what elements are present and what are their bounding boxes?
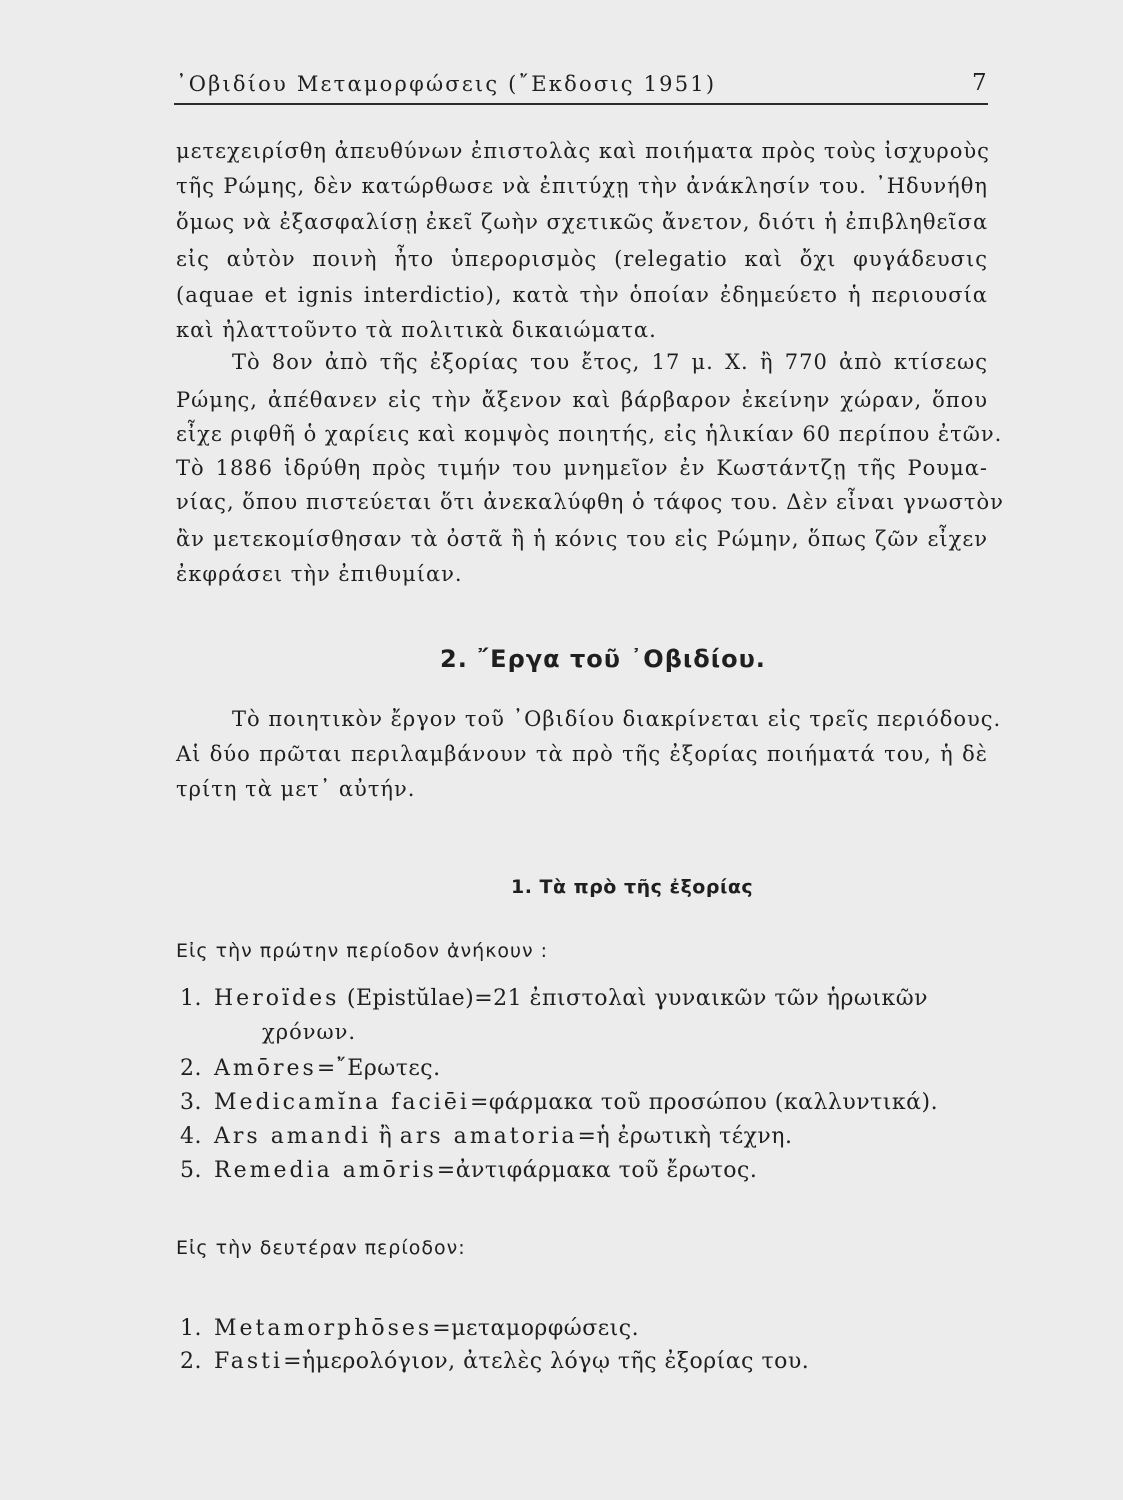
- work-title: Remedia amōris: [214, 1158, 437, 1183]
- paragraph-3-line: Αἱ δύο πρῶται περιλαμβάνουν τὰ πρὸ τῆς ἐξορίας ποιήματά του, ἡ δὲ: [176, 742, 988, 766]
- work-description: (Epistŭlae)=21 ἐπιστολαὶ γυναικῶν τῶν ἡρωικῶν: [339, 986, 929, 1011]
- list-item: [180, 1349, 809, 1374]
- paragraph-2-line: ἐκφράσει τὴν ἐπιθυμίαν.: [176, 562, 463, 586]
- list-item-continuation: χρόνων.: [262, 1020, 357, 1044]
- list-item-number: 1.: [180, 986, 202, 1011]
- list-item: [180, 1056, 441, 1081]
- paragraph-3-line: Τὸ ποιητικὸν ἔργον τοῦ ᾿Οβιδίου διακρίνεται εἰς τρεῖς περιόδους.: [232, 707, 1002, 731]
- list-item-number: 2.: [180, 1056, 202, 1081]
- work-description: =ἡ ἐρωτικὴ τέχνη.: [577, 1124, 793, 1149]
- page-number: 7: [972, 70, 987, 96]
- first-period-intro: Εἰς τὴν πρώτην περίοδον ἀνήκουν :: [176, 940, 549, 962]
- work-title: Fasti: [214, 1349, 284, 1374]
- work-title: Ars amandi: [214, 1124, 372, 1149]
- paragraph-2-line: ἂν μετεκομίσθησαν τὰ ὀστᾶ ἢ ἡ κόνις του εἰς Ρώμην, ὅπως ζῶν εἶχεν: [176, 527, 988, 551]
- paragraph-1-line: εἰς αὐτὸν ποινὴ ἦτο ὑπερορισμὸς (relegatio καὶ ὄχι φυγάδευσις: [176, 247, 988, 271]
- work-description: =῎Ερωτες.: [316, 1056, 441, 1081]
- list-item-number: 4.: [180, 1124, 202, 1149]
- section-heading: 2. ῎Εργα τοῦ ᾿Οβιδίου.: [440, 645, 766, 673]
- work-title: Medicamĭna faciēi: [214, 1090, 470, 1115]
- work-description: =ἀντιφάρμακα τοῦ ἔρωτος.: [436, 1158, 758, 1183]
- work-description: =φάρμακα τοῦ προσώπου (καλλυντικά).: [469, 1090, 939, 1115]
- running-header-title: ᾿Οβιδίου Μεταμορφώσεις (῎Εκδοσις 1951): [176, 72, 717, 96]
- paragraph-1-line: τῆς Ρώμης, δὲν κατώρθωσε νὰ ἐπιτύχῃ τὴν ἀνάκλησίν του. ᾿Ηδυνήθη: [176, 174, 988, 198]
- header-rule: [174, 103, 988, 105]
- paragraph-1-line: καὶ ἠλαττοῦντο τὰ πολιτικὰ δικαιώματα.: [176, 318, 657, 342]
- list-item-number: 5.: [180, 1158, 202, 1183]
- work-title: Heroïdes: [214, 986, 340, 1011]
- work-description: =μεταμορφώσεις.: [432, 1316, 640, 1341]
- work-title: Metamorphōses: [214, 1316, 433, 1341]
- list-item-number: 3.: [180, 1090, 202, 1115]
- work-description: =ἡμερολόγιον, ἀτελὲς λόγῳ τῆς ἐξορίας του.: [283, 1349, 810, 1374]
- paragraph-1-line: μετεχειρίσθη ἀπευθύνων ἐπιστολὰς καὶ ποιήματα πρὸς τοὺς ἰσχυροὺς: [176, 139, 990, 163]
- list-item: [180, 986, 928, 1011]
- paragraph-2-line: Τὸ 1886 ἱδρύθη πρὸς τιμήν του μνημεῖον ἐν Κωστάντζῃ τῆς Ρουμα-: [176, 456, 988, 480]
- paragraph-1-line: (aquae et ignis interdictio), κατὰ τὴν ὁποίαν ἐδημεύετο ἡ περιουσία: [176, 283, 988, 307]
- sub-heading: 1. Τὰ πρὸ τῆς ἐξορίας: [511, 876, 754, 898]
- second-period-intro: Εἰς τὴν δευτέραν περίοδον:: [176, 1237, 466, 1259]
- list-item: [180, 1316, 639, 1341]
- paragraph-2-line: Τὸ 8ον ἀπὸ τῆς ἐξορίας του ἔτος, 17 μ. Χ. ἢ 770 ἀπὸ κτίσεως: [232, 350, 988, 374]
- work-connector: ἢ: [371, 1124, 400, 1149]
- list-item: [180, 1124, 792, 1149]
- list-item-number: 1.: [180, 1316, 202, 1341]
- work-title: Amōres: [214, 1056, 317, 1081]
- list-item-number: 2.: [180, 1349, 202, 1374]
- paragraph-2-line: εἶχε ριφθῆ ὁ χαρίεις καὶ κομψὸς ποιητής, εἰς ἡλικίαν 60 περίπου ἐτῶν.: [176, 422, 1003, 446]
- paragraph-1-line: ὅμως νὰ ἐξασφαλίσῃ ἐκεῖ ζωὴν σχετικῶς ἄνετον, διότι ἡ ἐπιβληθεῖσα: [176, 210, 989, 234]
- work-title-alt: ars amatoria: [399, 1124, 578, 1149]
- list-item: [180, 1090, 938, 1115]
- paragraph-3-line: τρίτη τὰ μετ᾿ αὐτήν.: [176, 777, 416, 801]
- list-item: [180, 1158, 757, 1183]
- paragraph-2-line: Ρώμης, ἀπέθανεν εἰς τὴν ἄξενον καὶ βάρβαρον ἐκείνην χώραν, ὅπου: [176, 388, 988, 412]
- paragraph-2-line: νίας, ὅπου πιστεύεται ὅτι ἀνεκαλύφθη ὁ τάφος του. Δὲν εἶναι γνωστὸν: [176, 490, 1004, 514]
